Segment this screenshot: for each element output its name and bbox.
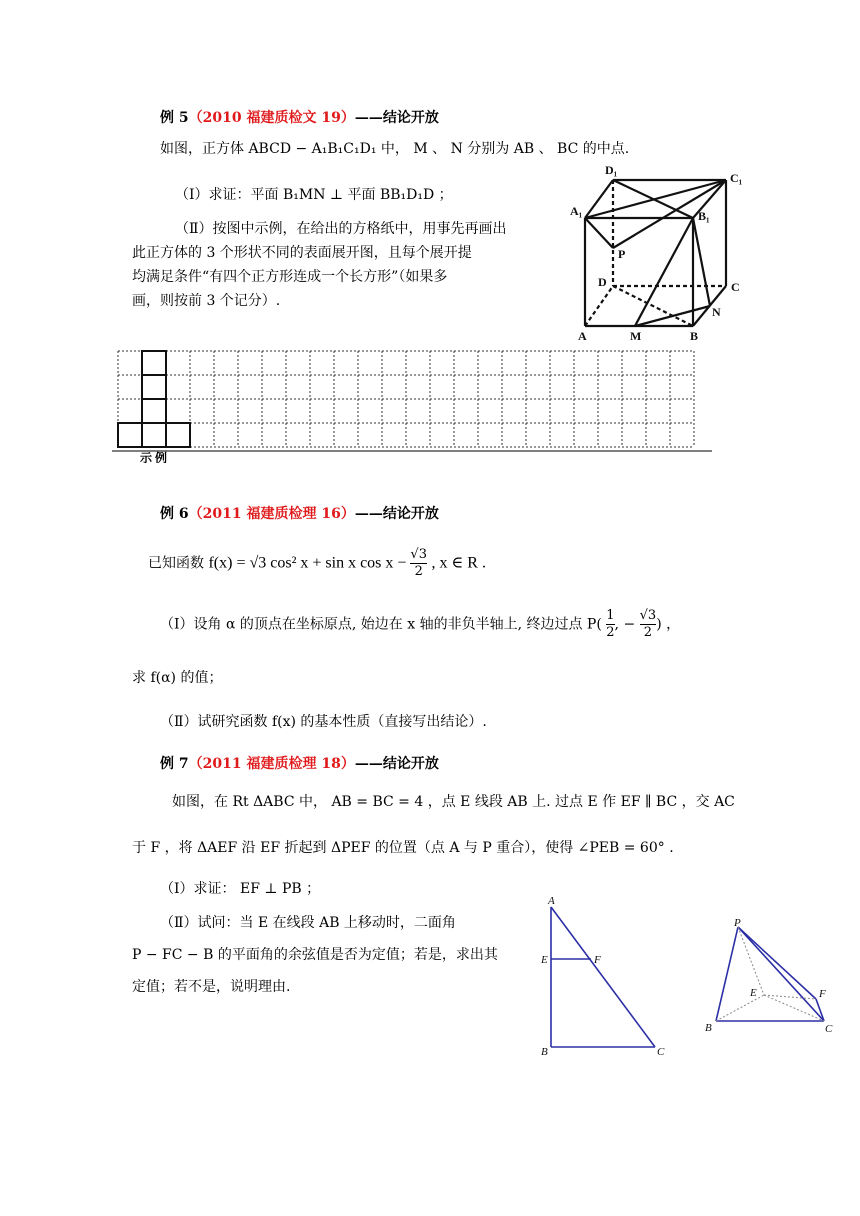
ex7-part1: （Ⅰ）求证： EF ⊥ PB ；: [160, 881, 321, 897]
ex5-source: （2010 福建质检文 19）: [188, 110, 355, 126]
tri-label-E: E: [541, 954, 548, 966]
tri-label-A: A: [548, 895, 555, 907]
ex7-part2-c: 定值；若不是，说明理由.: [132, 979, 291, 995]
ex6-frac-den: 2: [414, 564, 423, 579]
ex6-label: 例 6: [160, 506, 189, 522]
ex6-source: （2011 福建质检理 16）: [188, 506, 355, 522]
ex7-part2-a: （Ⅱ）试问：当 E 在线段 AB 上移动时，二面角: [160, 915, 456, 931]
ex6-p-den1: 2: [606, 625, 615, 640]
ex5-part2-c: 均满足条件“有四个正方形连成一个长方形”（如果多: [132, 269, 448, 285]
grid-paper: [112, 347, 712, 463]
cube-label-D1: D₁: [605, 163, 618, 177]
cube-label-M: M: [630, 329, 642, 343]
pyr-label-B: B: [705, 1022, 712, 1034]
ex6-line1: [148, 547, 486, 580]
ex6-part1: [160, 608, 680, 641]
ex5-tail: ——结论开放: [354, 110, 439, 126]
pyr-label-C: C: [825, 1023, 833, 1035]
ex6-part1-ask: 求 f(α) 的值；: [132, 670, 223, 686]
cube-label-B1: B₁: [698, 209, 710, 223]
ex7-label: 例 7: [160, 756, 189, 772]
ex7-part2-b: P − FC − B 的平面角的余弦值是否为定值；若是，求出其: [132, 947, 498, 963]
ex7-line2: 于 F ，将 ΔAEF 沿 EF 折起到 ΔPEF 的位置（点 A 与 P 重合），使得 ∠PEB = 60° .: [132, 840, 674, 856]
cube-label-N: N: [712, 305, 721, 319]
ex6-domain: , x ∈ R .: [431, 554, 486, 572]
cube-label-P: P: [618, 247, 626, 261]
cube-label-C: C: [731, 280, 740, 294]
ex6-p-close: ) ，: [656, 616, 681, 633]
grid-caption: 示 例: [140, 451, 168, 463]
ex6-frac-num: √3: [410, 547, 427, 562]
ex7-heading: [160, 753, 439, 773]
triangle-figure: [535, 893, 675, 1063]
ex5-part2-d: 画，则按前 3 个记分）.: [132, 293, 281, 309]
cube-label-B: B: [690, 329, 699, 343]
cube-label-D: D: [598, 275, 607, 289]
ex7-source: （2011 福建质检理 18）: [188, 756, 355, 772]
ex6-heading: [160, 503, 439, 523]
ex7-line1: 如图，在 Rt ΔABC 中， AB = BC = 4 ，点 E 线段 AB 上. 过点 E 作 EF ∥ BC ，交 AC: [172, 794, 735, 810]
ex5-part1: （Ⅰ）求证：平面 B₁MN ⊥ 平面 BB₁D₁D ；: [175, 187, 453, 203]
ex7-tail: ——结论开放: [354, 756, 439, 772]
cube-figure: [568, 158, 758, 348]
ex6-part1-text: （Ⅰ）设角 α 的顶点在坐标原点, 始边在 x 轴的非负半轴上, 终边过点 P(: [160, 616, 602, 633]
ex5-heading: [160, 107, 439, 127]
pyr-label-E: E: [750, 987, 757, 999]
ex5-label: 例 5: [160, 110, 189, 126]
pyr-label-P: P: [734, 917, 741, 929]
tri-label-F: F: [594, 954, 601, 966]
cube-label-C1: C₁: [730, 171, 743, 185]
ex5-part2-a: （Ⅱ）按图中示例，在给出的方格纸中，用事先再画出: [175, 221, 507, 237]
ex6-p-num1: 1: [606, 608, 615, 623]
ex5-part2-b: 此正方体的 3 个形状不同的表面展开图，且每个展开提: [132, 245, 472, 261]
tri-label-B: B: [541, 1046, 548, 1058]
ex6-tail: ——结论开放: [354, 506, 439, 522]
ex6-intro: 已知函数: [148, 555, 204, 572]
ex5-line1: 如图，正方体 ABCD − A₁B₁C₁D₁ 中， M 、 N 分别为 AB 、 BC 的中点.: [160, 141, 630, 157]
ex6-p-den2: 2: [643, 625, 653, 640]
ex6-part2: （Ⅱ）试研究函数 f(x) 的基本性质（直接写出结论）.: [160, 714, 487, 730]
ex6-p-sep: , −: [614, 616, 636, 633]
tri-label-C: C: [657, 1046, 665, 1058]
cube-label-A: A: [578, 329, 587, 343]
cube-label-A1: A₁: [570, 204, 583, 218]
ex6-function: f(x) = √3 cos² x + sin x cos x −: [208, 554, 411, 572]
ex6-p-num2: √3: [639, 608, 657, 623]
pyr-label-F: F: [819, 988, 826, 1000]
pyramid-figure: [700, 915, 840, 1040]
